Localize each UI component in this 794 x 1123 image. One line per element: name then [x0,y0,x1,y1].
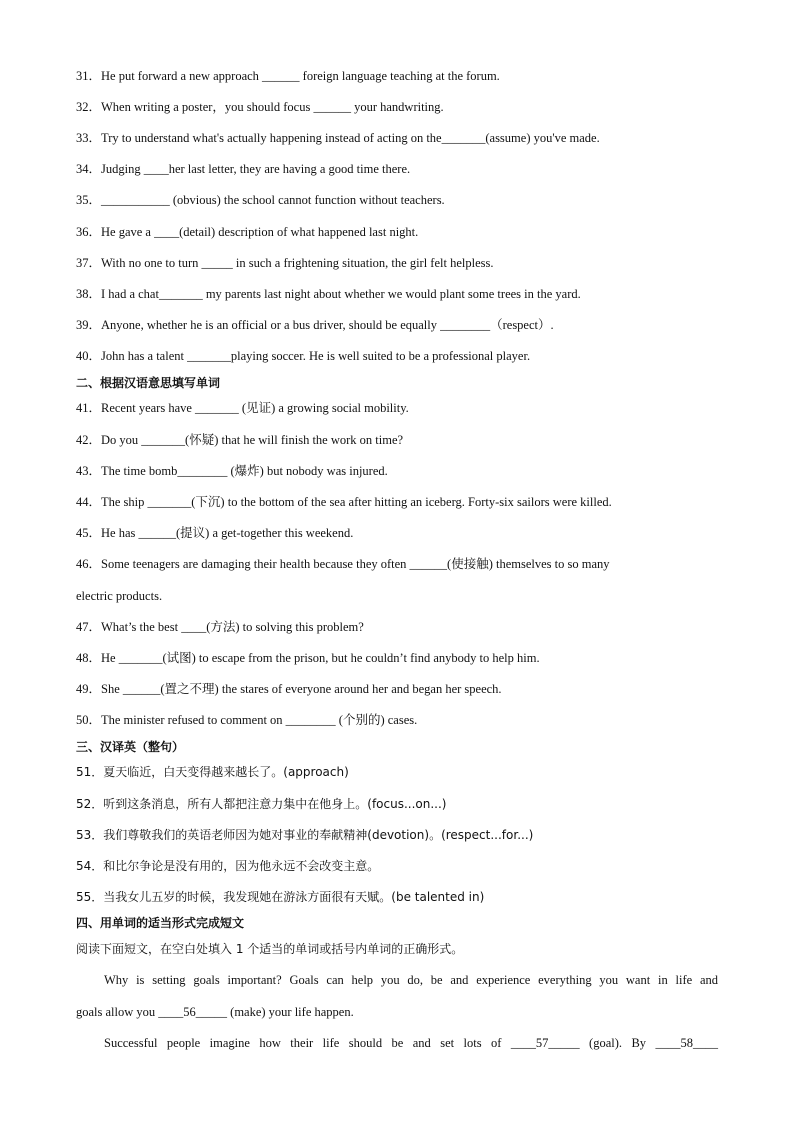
question-47: 47．What’s the best ____(方法) to solving this problem? [76,620,364,634]
question-55: 55．当我女儿五岁的时候，我发现她在游泳方面很有天赋。(be talented in) [76,890,485,904]
question-46: 46．Some teenagers are damaging their health because they often ______(使接触) themselves to so many [76,557,610,571]
question-53: 53．我们尊敬我们的英语老师因为她对事业的奉献精神(devotion)。(respect...for...) [76,828,534,842]
question-54: 54．和比尔争论是没有用的，因为他永远不会改变主意。 [76,859,380,873]
section-4-instructions: 阅读下面短文，在空白处填入 1 个适当的单词或括号内单词的正确形式。 [76,942,464,956]
question-31: 31．He put forward a new approach ______ foreign language teaching at the forum. [76,69,500,83]
question-50: 50．The minister refused to comment on ________ (个别的) cases. [76,713,418,727]
question-41: 41．Recent years have _______ (见证) a growing social mobility. [76,401,409,415]
passage-paragraph-2: Successful people imagine how their life should be and set lots of ____57_____ (goal). By ____58____ [104,1036,718,1050]
question-40: 40．John has a talent _______playing soccer. He is well suited to be a professional player. [76,349,531,363]
question-48: 48．He _______(试图) to escape from the prison, but he couldn’t find anybody to help him. [76,651,540,665]
question-45: 45．He has ______(提议) a get-together this weekend. [76,526,354,540]
question-42: 42．Do you _______(怀疑) that he will finish the work on time? [76,433,404,447]
passage-paragraph-1-continued: goals allow you ____56_____ (make) your life happen. [76,1005,354,1019]
section-4-heading: 四、用单词的适当形式完成短文 [76,916,245,930]
question-34: 34．Judging ____her last letter, they are having a good time there. [76,162,411,176]
question-51: 51．夏天临近，白天变得越来越长了。(approach) [76,765,349,779]
question-52: 52．听到这条消息，所有人都把注意力集中在他身上。(focus...on...) [76,797,447,811]
question-46-continued: electric products. [76,589,163,603]
passage-paragraph-1: Why is setting goals important? Goals can help you do, be and experience everything you want in life and [104,973,718,987]
question-49: 49．She ______(置之不理) the stares of everyone around her and began her speech. [76,682,502,696]
question-38: 38．I had a chat_______ my parents last night about whether we would plant some trees in the yard. [76,287,581,301]
question-37: 37．With no one to turn _____ in such a frightening situation, the girl felt helpless. [76,256,494,270]
section-3-heading: 三、汉译英（整句） [76,740,185,754]
question-44: 44．The ship _______(下沉) to the bottom of the sea after hitting an iceberg. Forty-six sailors were killed. [76,495,612,509]
question-35: 35．___________ (obvious) the school cannot function without teachers. [76,193,445,207]
section-2-heading: 二、根据汉语意思填写单词 [76,376,221,390]
question-39: 39．Anyone, whether he is an official or a bus driver, should be equally ________（respect）. [76,318,554,332]
question-36: 36．He gave a ____(detail) description of what happened last night. [76,225,419,239]
question-32: 32．When writing a poster，you should focus ______ your handwriting. [76,100,444,114]
question-43: 43．The time bomb________ (爆炸) but nobody was injured. [76,464,388,478]
question-33: 33．Try to understand what's actually happening instead of acting on the_______(assume) you've made. [76,131,600,145]
